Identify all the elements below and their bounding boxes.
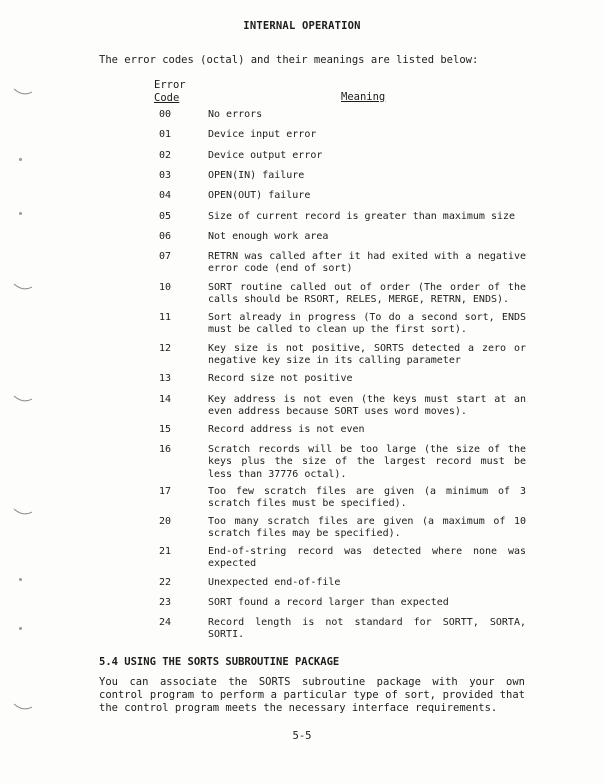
page-number: 5-5 — [292, 730, 312, 742]
binder-mark — [13, 508, 33, 516]
error-meaning: Not enough work area — [208, 231, 329, 242]
error-meaning: RETRN was called after it had exited with a negative error code (end of sort) — [208, 251, 526, 275]
error-meaning: OPEN(OUT) failure — [208, 190, 311, 201]
error-code: 21 — [159, 546, 172, 557]
error-meaning: Sort already in progress (To do a second sort, ENDS must be called to clean up the first sort). — [208, 312, 526, 336]
binder-mark — [13, 88, 33, 96]
error-code: 02 — [159, 150, 172, 161]
error-meaning: Device output error — [208, 150, 323, 161]
error-code: 10 — [159, 282, 172, 293]
error-code: 12 — [159, 343, 172, 354]
column-header-code-line1: Error — [154, 79, 186, 91]
error-meaning: Key address is not even (the keys must start at an even address because SORT uses word moves). — [208, 394, 526, 418]
column-header-code — [154, 79, 186, 104]
section-heading: 5.4 USING THE SORTS SUBROUTINE PACKAGE — [99, 656, 340, 668]
error-meaning: Record size not positive — [208, 373, 353, 384]
error-code: 16 — [159, 444, 172, 455]
error-code: 06 — [159, 231, 172, 242]
error-code: 03 — [159, 170, 172, 181]
binder-mark — [13, 703, 33, 711]
margin-dot — [19, 158, 22, 161]
error-meaning: No errors — [208, 109, 263, 120]
error-meaning: End-of-string record was detected where none was expected — [208, 546, 526, 570]
column-header-code-line2: Code — [154, 91, 180, 104]
error-meaning: Scratch records will be too large (the size of the keys plus the size of the largest record must be less than 37776 octal). — [208, 444, 526, 480]
margin-dot — [19, 578, 22, 581]
error-code: 11 — [159, 312, 172, 323]
error-code: 07 — [159, 251, 172, 262]
error-code: 14 — [159, 394, 172, 405]
error-meaning: Size of current record is greater than maximum size — [208, 211, 516, 222]
error-code: 05 — [159, 211, 172, 222]
error-meaning: Too many scratch files are given (a maximum of 10 scratch files may be specified). — [208, 516, 526, 540]
error-code: 23 — [159, 597, 172, 608]
error-code: 22 — [159, 577, 172, 588]
body-paragraph: You can associate the SORTS subroutine package with your own control program to perform a particular type of sort, provided that the control program meets the necessary interface requirements. — [99, 676, 525, 714]
error-meaning: Too few scratch files are given (a minimum of 3 scratch files must be specified). — [208, 486, 526, 510]
error-meaning: Device input error — [208, 129, 317, 140]
page-header: INTERNAL OPERATION — [243, 20, 361, 32]
binder-mark — [13, 283, 33, 291]
intro-text: The error codes (octal) and their meanings are listed below: — [99, 54, 479, 66]
error-meaning: OPEN(IN) failure — [208, 170, 305, 181]
error-code: 00 — [159, 109, 172, 120]
error-meaning: Unexpected end-of-file — [208, 577, 341, 588]
column-header-meaning: Meaning — [341, 91, 386, 103]
error-code: 01 — [159, 129, 172, 140]
error-meaning: Key size is not positive, SORTS detected a zero or negative key size in its calling parameter — [208, 343, 526, 367]
error-code: 13 — [159, 373, 172, 384]
margin-dot — [19, 212, 22, 215]
binder-mark — [13, 395, 33, 403]
margin-dot — [19, 627, 22, 630]
error-code: 04 — [159, 190, 172, 201]
error-meaning: SORT routine called out of order (The order of the calls should be RSORT, RELES, MERGE, RETRN, ENDS). — [208, 282, 526, 306]
error-meaning: SORT found a record larger than expected — [208, 597, 449, 608]
error-code: 17 — [159, 486, 172, 497]
error-meaning: Record length is not standard for SORTT, SORTA, SORTI. — [208, 617, 526, 641]
error-code: 20 — [159, 516, 172, 527]
error-meaning: Record address is not even — [208, 424, 365, 435]
error-code: 15 — [159, 424, 172, 435]
error-code: 24 — [159, 617, 172, 628]
